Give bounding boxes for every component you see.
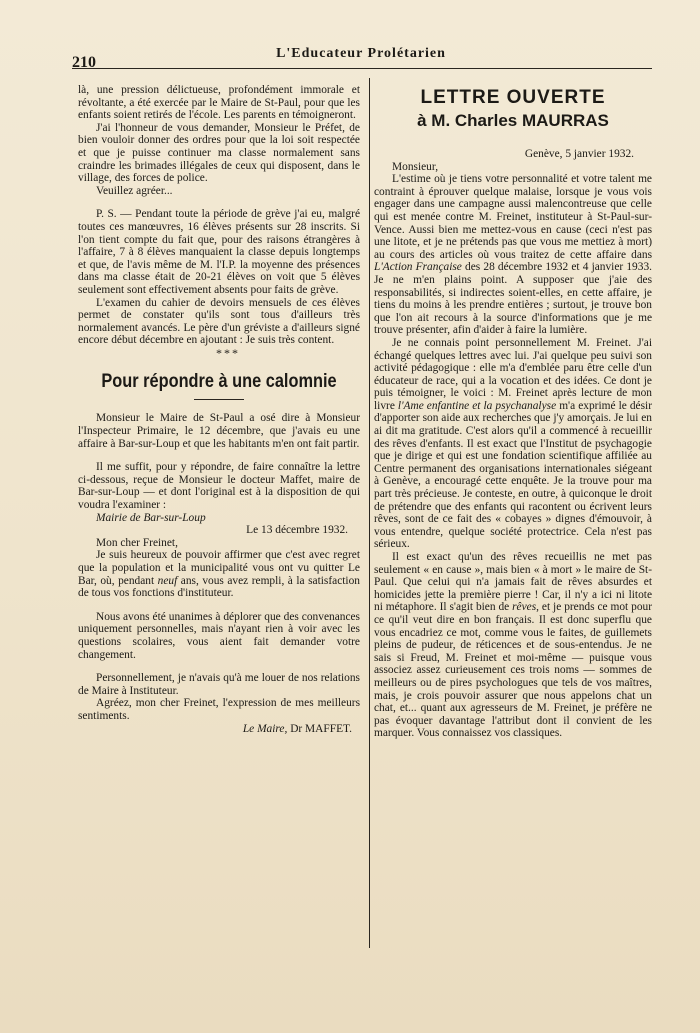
page-number: 210	[72, 54, 96, 71]
running-title: L'Educateur Prolétarien	[276, 46, 446, 61]
column-divider	[369, 78, 370, 948]
section-title: Pour répondre à une calomnie	[101, 371, 337, 393]
section-separator: ***	[216, 345, 240, 360]
letter-paragraph: Je suis heureux de pouvoir affirmer que c'est avec regret que la population et la municipalité vous ont vu quitter Le Bar, où, pendant neuf ans, vous avez rempli, à la satisfaction de tous vos fonctions d'instituteur.	[78, 549, 360, 600]
letter-paragraph: Nous avons été unanimes à déplorer que des convenances uniquement personnelles, mais n'ayant rien à voir avec les questions scolaires, vous aient fait demander votre changement.	[78, 610, 360, 661]
paragraph: L'examen du cahier de devoirs mensuels de ces élèves permet de constater qu'ils sont tous d'ailleurs très normalement avancés. Le père d'un gréviste a d'ailleurs signé encore début décembre en ajoutant : Je suis très content.	[78, 296, 360, 347]
paragraph: Il est exact qu'un des rêves recueillis ne met pas seulement « en cause », mais bien « à mort » le maire de St-Paul. Que celui qui n'a jamais fait de rêves absurdes et homicides jette la première pierre ! Car, il n'y a ici ni litote ni métaphore. Il s'agit bien de rêves, et je prends ce mot pour ce qu'il veut dire en bon français. Il est donc superflu que vous encadriez ce mot, comme vous le faites, de guillemets pleins de pudeur, de réticences et de sous-entendus. Je ne sais si Freud, M. Freinet et moi-même — puisque vous associez assez curieusement ces trois noms — sommes de meilleurs ou de pires psychologues que tels de vos maîtres, mais, je crois pouvoir assurer que nous appelons chat un chat, et... quant aux agresseurs de M. Freinet, je préfère ne pas évoquer davantage l'attribut dont il convient de les marquer. Vous connaissez vos classiques.	[374, 551, 652, 740]
paragraph: Je ne connais point personnellement M. Freinet. J'ai échangé quelques lettres avec lui. J'ai quelque peu suivi son activité pédagogique : elle m'a d'emblée paru être celle d'un éducateur de race, qui a la vocation et des idées. Ce dont je puis témoigner, le voici : M. Freinet après lecture de mon livre l'Ame enfantine et la psychanalyse m'a exprimé le désir d'apporter son aide aux recherches que j'y amorçais. Je lui en ai dit ma gratitude. C'est alors qu'il a commencé à recueillir des rêves d'enfants. Il est exact que l'Institut de psychagogie que je dirige et qui est une fondation scientifique affiliée au Centre permanent des organisations internationales siégeant à Genève, a encouragé cette enquête. Je la trouve pour ma part très précieuse. Je conteste, en outre, à quiconque le droit de prétendre que des enfants qui racontent ou écrivent leurs rêves, sont de ce fait des « cobayes » dignes d'émouvoir, à vous entendre, quelque société protectrice. Cela n'est pas sérieux.	[374, 336, 652, 551]
paragraph: là, une pression délictueuse, profondément immorale et révoltante, a été exercée par le Maire de St-Paul, pour que les enfants soient retirés de l'école. Les parents en témoigneront.	[78, 84, 360, 122]
article-subtitle: à M. Charles MAURRAS	[417, 111, 609, 130]
paragraph: L'estime où je tiens votre personnalité et votre talent me contraint à éprouver quelque malaise, lorsque je vous vois engager dans une campagne aussi malencontreuse que celle qui est menée contre M. Freinet, instituteur à St-Paul-sur-Vence. Aussi bien me mettez-vous en cause (ceci n'est pas une litote, et je ne prétends pas que vous me mettiez à mort) au cours des articles où vous traitez de cette affaire dans L'Action Française des 28 décembre 1932 et 4 janvier 1933. Je ne m'en plains point. A supposer que j'aie des responsabilités, si indirectes soient-elles, en cette affaire, je tiens du moins à les prendre entières ; surtout, je trouve bon que l'on ait recours à la source d'informations que je me trouve présenter, afin d'aider à faire la lumière.	[374, 173, 652, 337]
left-column	[78, 84, 360, 735]
title-rule	[194, 399, 244, 400]
article-title: LETTRE OUVERTE	[420, 87, 606, 108]
article-date: Genève, 5 janvier 1932.	[524, 148, 634, 160]
paragraph: Monsieur le Maire de St-Paul a osé dire à Monsieur l'Inspecteur Primaire, le 12 décembre, que j'avais eu une affaire à Bar-sur-Loup et que les habitants m'en ont fait partir.	[78, 412, 360, 450]
postscript: P. S. — Pendant toute la période de grève j'ai eu, malgré toutes ces manœuvres, 16 élèves présents sur 28 inscrits. Si l'on tient compte du fait que, pour des raisons étrangères à l'affaire, 7 à 8 élèves manquaient la classe depuis longtemps et que, de l'avis même de M. l'I.P. la moyenne des présences dans ma classe était de 20-21 élèves on voit que 5 élèves seulement sont effectivement absents pour faits de grève.	[78, 208, 360, 296]
page-header	[72, 44, 650, 71]
letter-paragraph: Personnellement, je n'avais qu'à me louer de nos relations de Maire à Instituteur.	[78, 672, 360, 697]
letter-paragraph: Agréez, mon cher Freinet, l'expression de mes meilleurs sentiments.	[78, 697, 360, 722]
paragraph: Il me suffit, pour y répondre, de faire connaître la lettre ci-dessous, reçue de Monsieur le docteur Maffet, maire de Bar-sur-Loup — et dont l'original est à la disposition de qui voudra l'examiner :	[78, 461, 360, 512]
paragraph: Veuillez agréer...	[96, 184, 173, 197]
header-rule	[72, 68, 652, 69]
paragraph: J'ai l'honneur de vous demander, Monsieur le Préfet, de bien vouloir donner des ordres pour que la loi soit respectée et que je puisse continuer ma classe normalement sans craindre les brimades illégales de ceux qui disposent, dans le village, des forces de police.	[78, 121, 360, 185]
article-salutation: Monsieur,	[392, 160, 439, 173]
right-column	[374, 84, 652, 740]
letter-origin: Mairie de Bar-sur-Loup	[96, 511, 206, 524]
letter-salutation: Mon cher Freinet,	[96, 536, 178, 549]
letter-signature: Le Maire, Dr MAFFET.	[242, 722, 352, 735]
letter-date: Le 13 décembre 1932.	[246, 524, 348, 537]
